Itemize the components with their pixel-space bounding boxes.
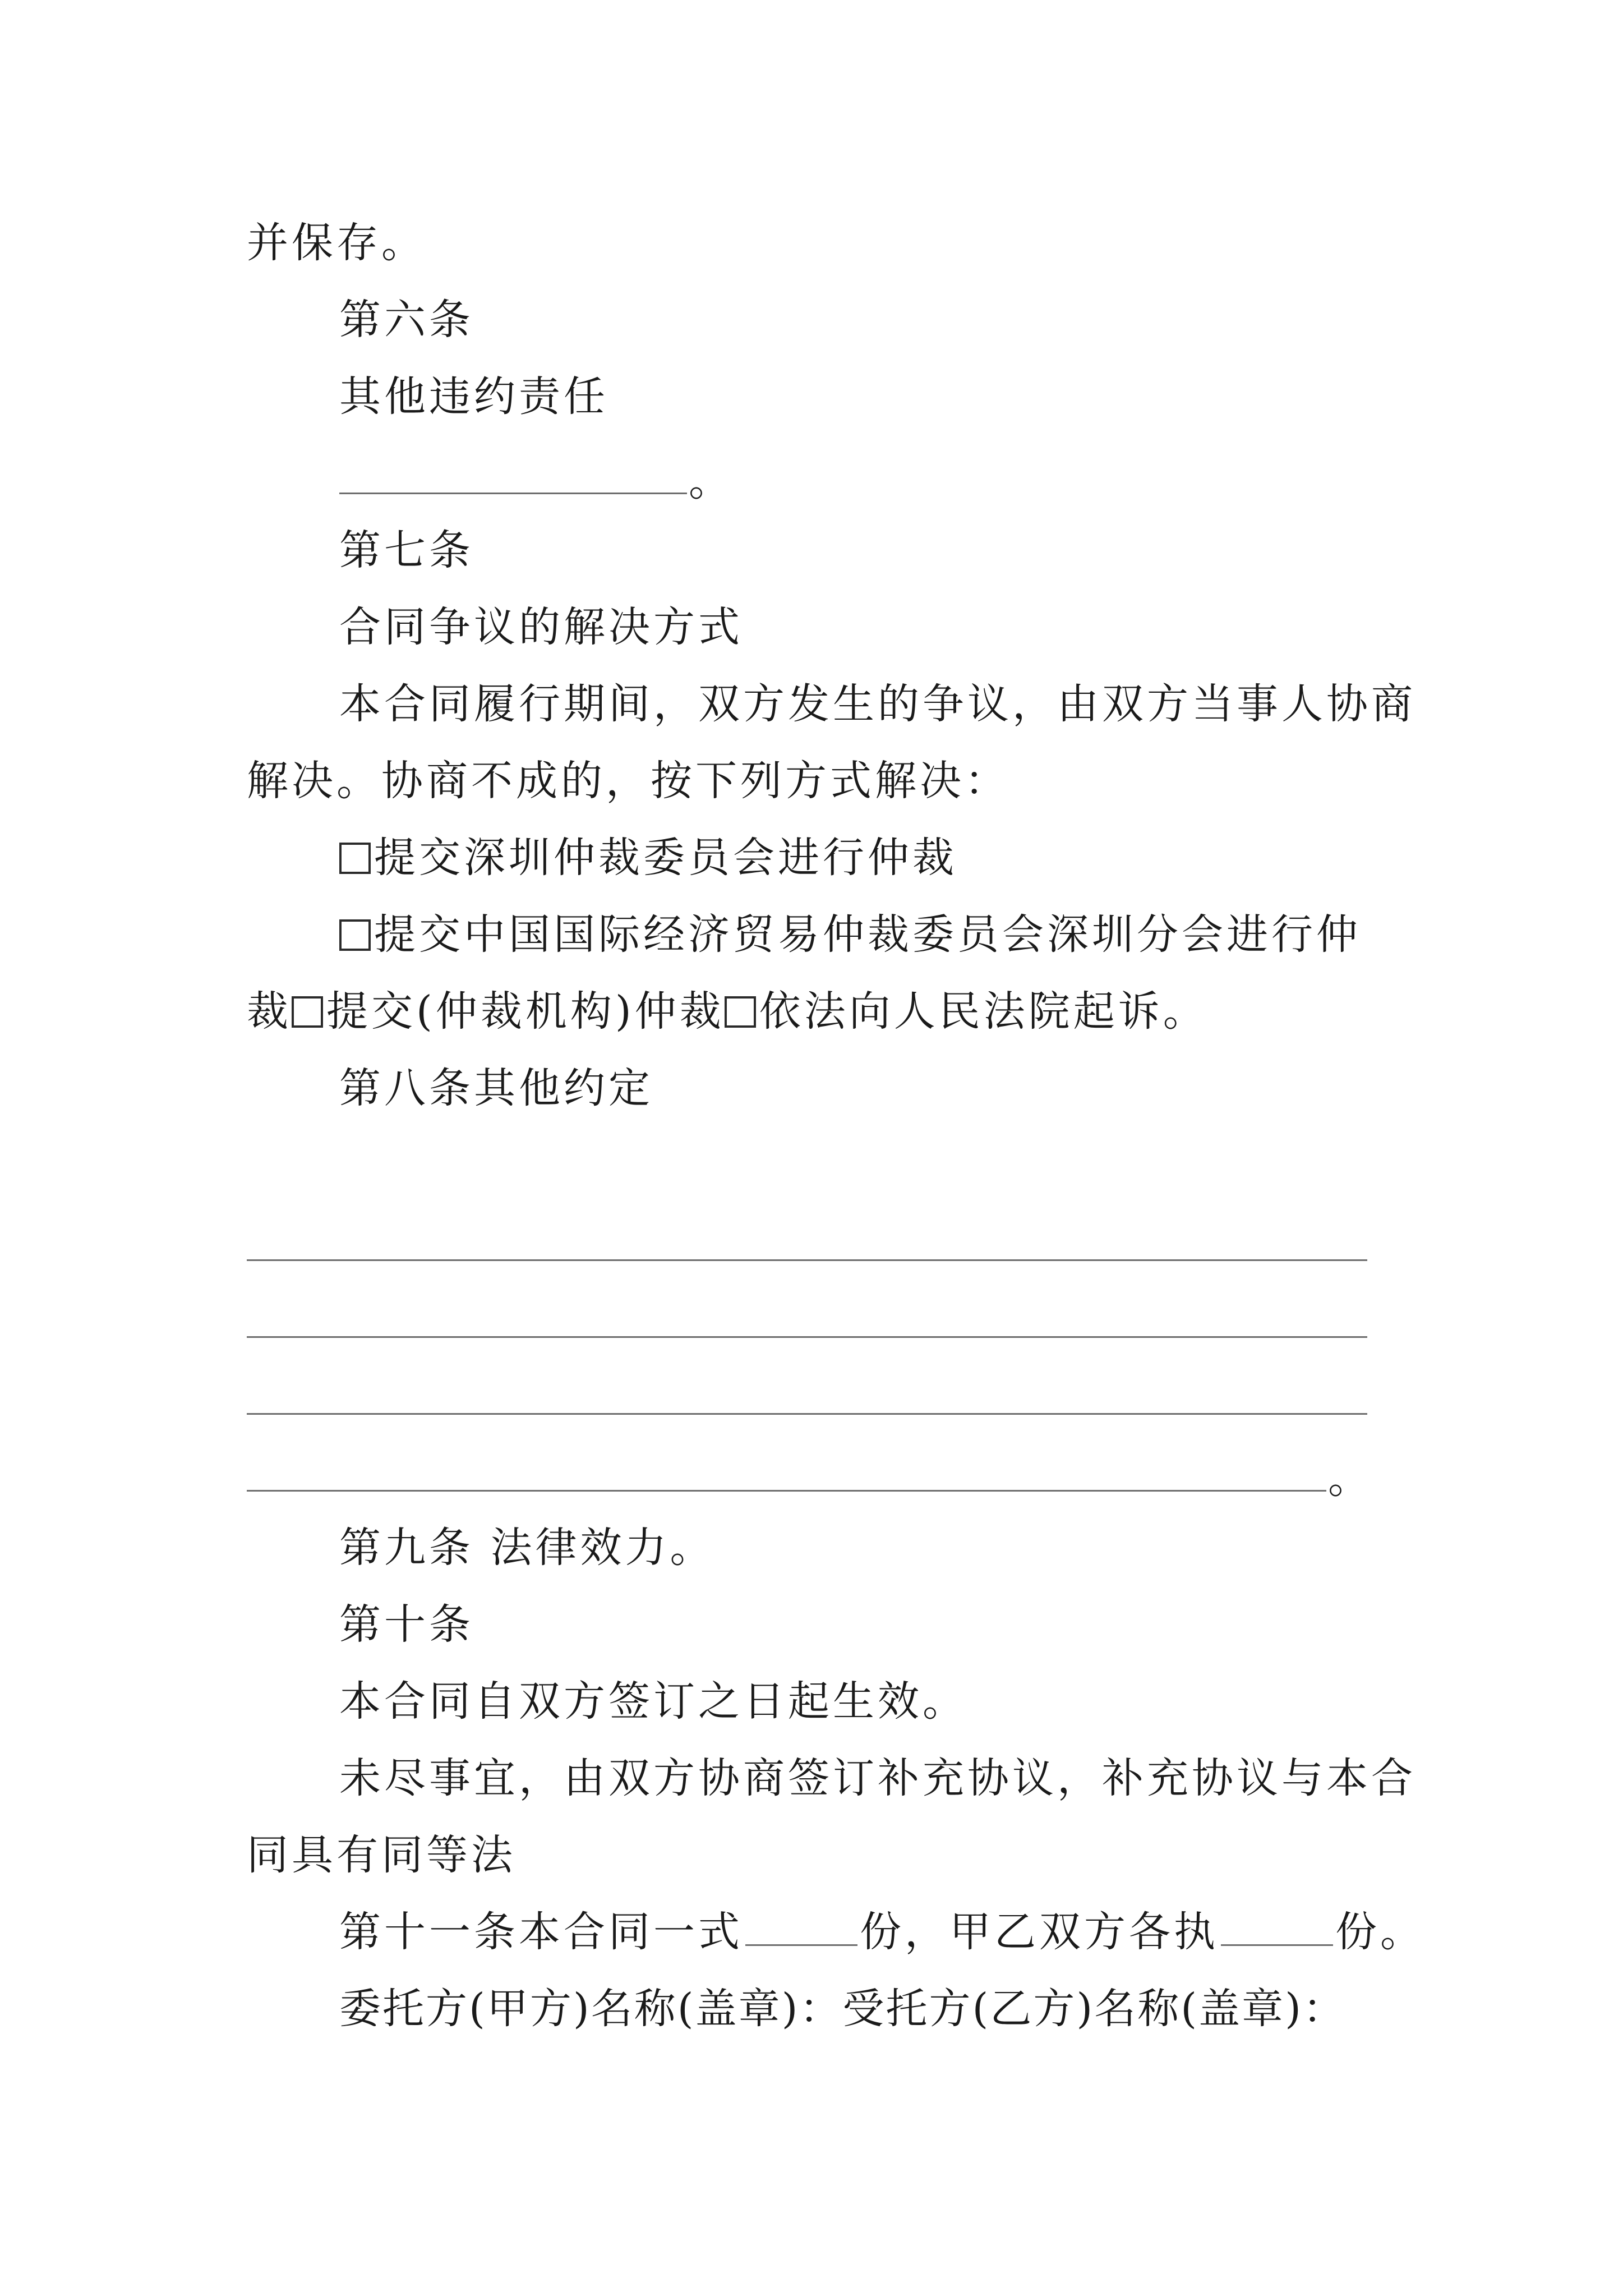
text-line: 未尽事宜，由双方协商签订补充协议，补充协议与本合 (339, 1754, 1416, 1802)
article-7-heading: 第七条 (339, 526, 474, 574)
copies-blank (745, 1907, 857, 1946)
text-line: 并保存。 (247, 219, 426, 267)
option-line (339, 831, 957, 885)
option-line (247, 984, 1208, 1038)
option-label: 提交(仲裁机构)仲裁 (326, 987, 725, 1036)
article-11-line (339, 1905, 1425, 1959)
blank-fill-line (247, 1490, 1326, 1492)
article-6-title: 其他违约责任 (339, 372, 608, 421)
option-label: 提交深圳仲裁委员会进行仲裁 (374, 834, 957, 882)
text-fragment: 裁 (247, 987, 292, 1036)
option-label: 依法向人民法院起诉。 (759, 987, 1208, 1036)
checkbox-icon (339, 919, 371, 951)
article-6-heading: 第六条 (339, 296, 474, 344)
checkbox-icon (292, 996, 323, 1028)
blank-fill-line (247, 1336, 1367, 1338)
signature-line: 委托方(甲方)名称(盖章)：受托方(乙方)名称(盖章)： (339, 1985, 1346, 2033)
period: 。 (689, 457, 730, 505)
article-8-heading: 第八条其他约定 (339, 1064, 653, 1112)
text-fragment: 第十一条本合同一式 (339, 1908, 743, 1956)
text-line: 解决。协商不成的，按下列方式解决： (247, 757, 1009, 805)
text-line: 本合同履行期间，双方发生的争议，由双方当事人协商 (339, 680, 1416, 728)
article-7-title: 合同争议的解决方式 (339, 603, 743, 651)
text-fragment: 份。 (1335, 1908, 1425, 1956)
option-label: 提交中国国际经济贸易仲裁委员会深圳分会进行仲 (374, 910, 1361, 959)
checkbox-icon (725, 996, 756, 1028)
blank-fill-line (247, 1259, 1367, 1261)
checkbox-icon (339, 843, 371, 874)
blank-fill-line (247, 1413, 1367, 1415)
text-line: 本合同自双方签订之日起生效。 (339, 1677, 967, 1726)
text-line: 同具有同等法 (247, 1831, 516, 1879)
copies-each-blank (1221, 1907, 1333, 1946)
blank-fill-line (339, 493, 687, 494)
article-9-heading: 第九条 法律效力。 (339, 1524, 715, 1572)
option-line (339, 908, 1361, 961)
text-fragment: 份，甲乙双方各执 (860, 1908, 1219, 1956)
article-10-heading: 第十条 (339, 1600, 474, 1649)
period: 。 (1328, 1455, 1370, 1503)
